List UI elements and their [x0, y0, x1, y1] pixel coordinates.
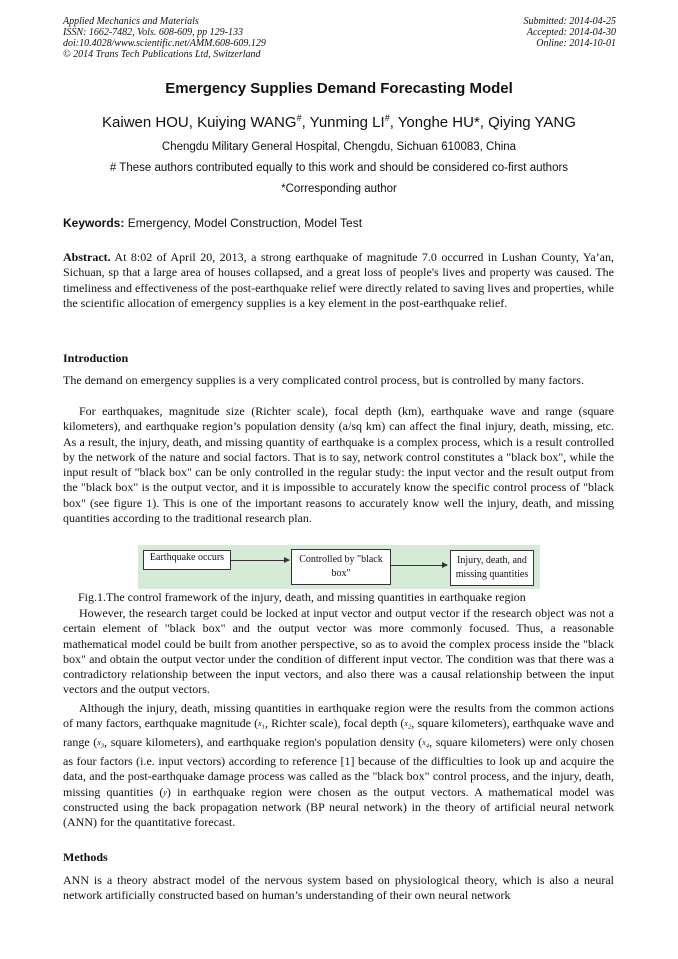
intro-paragraph-4 [63, 701, 614, 831]
author-list [0, 113, 678, 131]
keywords-text: Emergency, Model Construction, Model Test [124, 216, 363, 230]
journal-copyright: © 2014 Trans Tech Publications Ltd, Switzerland [63, 49, 261, 60]
box-label-black-line1: Controlled by "black [299, 554, 383, 565]
paper-title: Emergency Supplies Demand Forecasting Model [165, 80, 513, 97]
black-box-control [291, 549, 391, 585]
affiliation: Chengdu Military General Hospital, Chengdu, Sichuan 610083, China [161, 141, 517, 153]
journal-issn: ISSN: 1662-7482, Vols. 608-609, pp 129-133 [63, 27, 243, 38]
symbol-x2: $x_2$ [404, 719, 412, 731]
methods-paragraph-1: ANN is a theory abstract model of the nervous system based on physiological theory, which is also a neural network artificially constructed based on human’s understanding of their own neural network [63, 873, 614, 903]
keywords-label: Keywords: [63, 216, 125, 230]
keywords [63, 216, 362, 230]
abstract-label: Abstract. [63, 250, 111, 264]
author-group-3: , Yonghe HU*, Qiying YANG [389, 114, 576, 131]
abstract [63, 250, 614, 311]
p4-text-1: Although the injury, death, missing quantities in earthquake region were the results from the common actions of many factors, earthquake magnitude ( [63, 701, 614, 731]
box-label-black-line2: box" [331, 568, 351, 579]
submitted-date: Submitted: 2014-04-25 [523, 16, 616, 27]
introduction-heading: Introduction [63, 351, 129, 365]
corresponding-note: *Corresponding author [281, 183, 397, 195]
journal-doi: doi:10.4028/www.scientific.net/AMM.608-609.129 [63, 38, 266, 49]
intro-paragraph-2: For earthquakes, magnitude size (Richter scale), focal depth (km), earthquake wave and range (square kilometers), and earthquake region’s population density (a/sq km) can affect the final injury, death, missing, etc. As a result, the injury, death, and missing quantity of earthquake is a complex process, which is a result controlled by the network of the nature and social factors. That is to say, network control constitutes a "black box", while the input result of "black box" can be only controlled in the regular study: the input vector and the result output from the "black box" is the output vector, and it is impossible to accurately know the specific control process of "black box" (see figure 1). This is one of the important reasons to accurately know well the injury, death, and missing quantities according to the traditional research plan. [63, 404, 614, 526]
accepted-date: Accepted: 2014-04-30 [526, 27, 616, 38]
figure-1 [138, 545, 540, 589]
symbol-x1: $x_1$ [258, 719, 265, 731]
symbol-x3: $x_3$ [97, 738, 105, 750]
p4-text-4: , square kilometers), and earthquake region's population density ( [104, 735, 423, 750]
journal-name: Applied Mechanics and Materials [63, 16, 199, 27]
methods-heading: Methods [63, 850, 108, 864]
p4-text-6: ) in earthquake region were chosen as the output vectors. A mathematical model was constructed using the back propagation network (BP neural network) in the theory of artificial neural network (ANN) for the quantitative forecast. [63, 784, 614, 830]
cofirst-mark-1: # [296, 113, 302, 123]
intro-paragraph-3: However, the research target could be locked at input vector and output vector if the research object was not a certain element of "black box" and the output vector was more commonly focused. Thus, a reasonable mathematical model could be built from another perspective, so as to avoid the complex process inside the "black box" and obtain the output vector under the condition of different input vector. The condition was that there was a contradictory relationship between the input vectors, and also there was a causal relationship between the input vectors and the output vectors. [63, 606, 614, 697]
author-group-2: , Yunming LI [301, 114, 385, 131]
cofirst-note: # These authors contributed equally to this work and should be considered co-first authors [109, 162, 569, 174]
box-label-injury-line1: Injury, death, and [457, 555, 527, 566]
journal-header [63, 16, 266, 60]
arrow-2 [391, 565, 447, 566]
earthquake-occurs-box [143, 550, 231, 570]
symbol-x4: $x_4$ [422, 738, 430, 750]
p4-text-2: , Richter scale), focal depth ( [264, 716, 405, 731]
author-group-1: Kaiwen HOU, Kuiying WANG [102, 114, 297, 131]
abstract-text: At 8:02 of April 20, 2013, a strong earthquake of magnitude 7.0 occurred in Lushan County, Ya’an, Sichuan, sp that a large area of houses collapsed, and a great loss of people's lives and property was caused. The timeliness and effectiveness of the post-earthquake relief were directly related to saving lives and properties, while the scientific allocation of emergency supplies is a key element in the post-earthquake relief. [63, 250, 614, 310]
arrow-1 [231, 560, 289, 561]
p4-text-3: , square kilometers), earthquake wave and range ( [63, 716, 615, 750]
online-date: Online: 2014-10-01 [536, 38, 616, 49]
figure-1-caption: Fig.1.The control framework of the injury, death, and missing quantities in earthquake region [78, 590, 526, 604]
dates-header [524, 16, 617, 49]
p4-text-5: , square kilometers) were only chosen as four factors (i.e. input vectors) according to reference [1] because of the difficulties to look up and acquire the data, and the post-earthquake damage process was called as the "black box" control process, and the injury, death, missing quantities ( [63, 735, 614, 799]
cofirst-mark-2: # [384, 113, 390, 123]
intro-paragraph-1: The demand on emergency supplies is a very complicated control process, but is controlled by many factors. [63, 373, 584, 387]
symbol-y: y [163, 787, 167, 797]
box-label-injury-line2: missing quantities [455, 569, 529, 580]
box-label-earthquake: Earthquake occurs [149, 552, 225, 563]
injury-death-missing-box [450, 550, 534, 586]
